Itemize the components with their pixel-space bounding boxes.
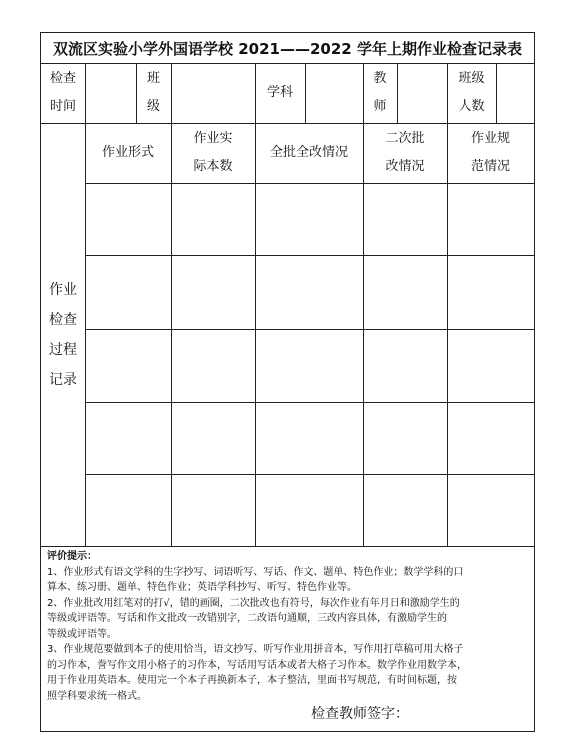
teacher-value[interactable]: [397, 63, 447, 123]
notes-heading: 评价提示：: [47, 551, 97, 562]
note-line: 等级或评语等。: [47, 628, 117, 640]
note-line: 用于作业用英语本。使用完一个本子再换新本子，本子整洁，里面书写规范，有时间标题，按: [47, 675, 457, 686]
rule: [85, 183, 534, 184]
sheet-title: 双流区实验小学外国语学校 2021——2022 学年上期作业检查记录表: [53, 39, 522, 58]
rule: [85, 402, 534, 403]
signature-label: 检查教师签字：: [311, 706, 409, 722]
note-line: 等级或评语等。写话和作文批改一改错别字，二改语句通顺，三改内容具体，有激励学生的: [47, 613, 447, 624]
note-line: 3、作业规范要做到本子的使用恰当，语文抄写、听写作业用拼音本，写作用打草稿可用大格子: [47, 644, 464, 655]
class-size-value[interactable]: [496, 63, 534, 123]
check-time-label: 检查 时间: [49, 71, 76, 114]
col-header-second-correction: 二次批 改情况: [385, 131, 425, 174]
rule: [85, 329, 534, 330]
note-line: 2、作业批改用红笔对的打√，错的画圈，二次批改也有符号，每次作业有年月日和激励学生的: [47, 597, 460, 609]
rule: [41, 546, 534, 547]
col-header-actual-count: 作业实 际本数: [193, 131, 233, 174]
check-time-value[interactable]: [85, 63, 136, 123]
class-value[interactable]: [171, 63, 255, 123]
col-header-full-correction: 全批全改情况: [269, 145, 348, 160]
record-sheet: [40, 32, 535, 732]
col-header-form: 作业形式: [101, 145, 154, 160]
teacher-label: 教 师: [373, 71, 387, 114]
note-line: 照学科要求统一格式。: [47, 690, 147, 702]
rule: [85, 255, 534, 256]
subject-label: 学科: [266, 85, 293, 100]
class-size-label: 班级 人数: [458, 71, 485, 114]
subject-value[interactable]: [305, 63, 363, 123]
rule: [85, 474, 534, 475]
process-record-label: 作业 检查 过程 记录: [49, 281, 77, 388]
evaluation-notes: [47, 549, 529, 704]
note-line: 1、作业形式有语文学科的生字抄写、词语听写、写话、作文、题单、特色作业；数学学科的口: [47, 566, 464, 578]
note-line: 的习作本，誊写作文用小格子的习作本，写话用写话本或者大格子习作本。数学作业用数学本，: [47, 659, 467, 671]
class-label: 班 级: [146, 71, 160, 114]
col-header-standard: 作业规 范情况: [470, 131, 510, 174]
note-line: 算本、练习册、题单、特色作业；英语学科抄写、听写、特色作业等。: [47, 582, 357, 593]
